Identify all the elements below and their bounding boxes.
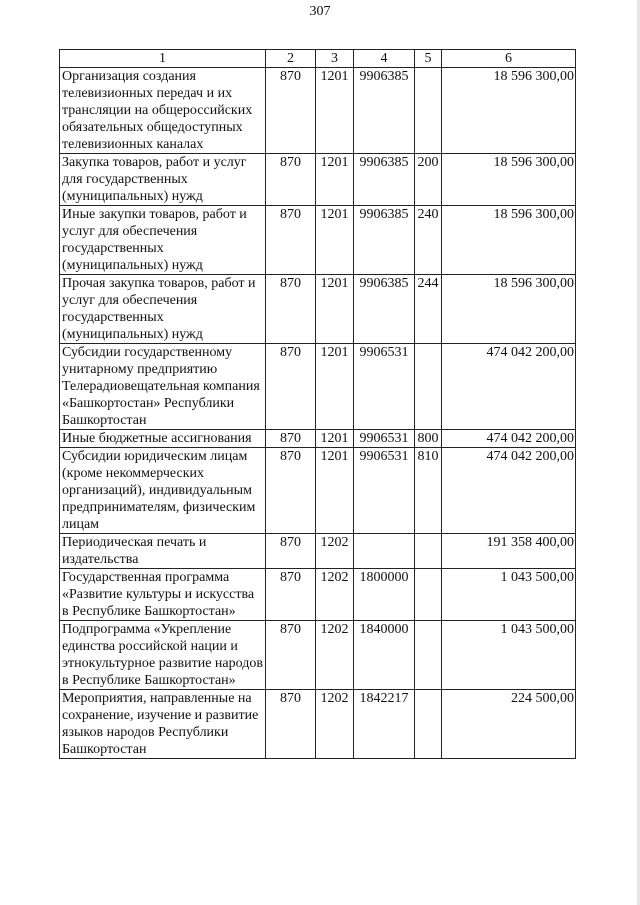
row-name: Иные бюджетные ассигнования (60, 430, 266, 448)
row-section-code: 1202 (316, 569, 354, 621)
row-expense-type (415, 690, 442, 759)
table-row (60, 344, 576, 430)
page-number: 307 (309, 4, 331, 19)
row-ministry-code: 870 (266, 569, 316, 621)
row-section-code: 1202 (316, 690, 354, 759)
row-name: Субсидии государственному унитарному предприятию Телерадиовещательная компания «Башкортостан» Республики Башкортостан (60, 344, 266, 430)
row-target-article: 9906385 (354, 275, 415, 344)
row-target-article: 1800000 (354, 569, 415, 621)
row-name: Государственная программа «Развитие культуры и искусства в Республике Башкортостан» (60, 569, 266, 621)
row-expense-type (415, 68, 442, 154)
row-amount: 191 358 400,00 (442, 534, 576, 569)
row-expense-type: 240 (415, 206, 442, 275)
header-row (60, 50, 576, 68)
row-expense-type: 244 (415, 275, 442, 344)
row-section-code: 1202 (316, 534, 354, 569)
row-amount: 224 500,00 (442, 690, 576, 759)
table-row (60, 68, 576, 154)
row-amount: 18 596 300,00 (442, 206, 576, 275)
row-amount: 18 596 300,00 (442, 68, 576, 154)
row-name: Иные закупки товаров, работ и услуг для обеспечения государственных (муниципальных) нужд (60, 206, 266, 275)
row-target-article: 9906531 (354, 448, 415, 534)
row-target-article: 1842217 (354, 690, 415, 759)
row-ministry-code: 870 (266, 448, 316, 534)
row-target-article: 9906385 (354, 68, 415, 154)
row-name: Закупка товаров, работ и услуг для государственных (муниципальных) нужд (60, 154, 266, 206)
row-section-code: 1201 (316, 344, 354, 430)
row-expense-type (415, 534, 442, 569)
table-row (60, 206, 576, 275)
row-ministry-code: 870 (266, 344, 316, 430)
row-section-code: 1201 (316, 430, 354, 448)
table-row (60, 154, 576, 206)
row-name: Периодическая печать и издательства (60, 534, 266, 569)
header-col-2: 2 (266, 50, 316, 68)
row-name: Прочая закупка товаров, работ и услуг для обеспечения государственных (муниципальных) нужд (60, 275, 266, 344)
row-ministry-code: 870 (266, 690, 316, 759)
row-amount: 1 043 500,00 (442, 621, 576, 690)
table-row (60, 448, 576, 534)
row-amount: 18 596 300,00 (442, 275, 576, 344)
row-section-code: 1201 (316, 275, 354, 344)
row-name: Организация создания телевизионных передач и их трансляции на общероссийских обязательных общедоступных телевизионных каналах (60, 68, 266, 154)
row-target-article: 9906385 (354, 154, 415, 206)
header-col-6: 6 (442, 50, 576, 68)
row-ministry-code: 870 (266, 154, 316, 206)
row-name: Подпрограмма «Укрепление единства российской нации и этнокультурное развитие народов в Республике Башкортостан» (60, 621, 266, 690)
header-col-1: 1 (60, 50, 266, 68)
row-amount: 474 042 200,00 (442, 448, 576, 534)
row-target-article: 9906531 (354, 430, 415, 448)
row-ministry-code: 870 (266, 621, 316, 690)
budget-table (59, 49, 576, 759)
row-ministry-code: 870 (266, 68, 316, 154)
row-expense-type (415, 621, 442, 690)
row-ministry-code: 870 (266, 430, 316, 448)
row-section-code: 1202 (316, 621, 354, 690)
row-amount: 18 596 300,00 (442, 154, 576, 206)
table-row (60, 690, 576, 759)
row-ministry-code: 870 (266, 534, 316, 569)
header-col-4: 4 (354, 50, 415, 68)
row-section-code: 1201 (316, 206, 354, 275)
row-name: Мероприятия, направленные на сохранение, изучение и развитие языков народов Республики Башкортостан (60, 690, 266, 759)
row-name: Субсидии юридическим лицам (кроме некоммерческих организаций), индивидуальным предпринимателям, физическим лицам (60, 448, 266, 534)
row-expense-type: 810 (415, 448, 442, 534)
row-ministry-code: 870 (266, 275, 316, 344)
header-col-3: 3 (316, 50, 354, 68)
table-row (60, 569, 576, 621)
row-target-article: 1840000 (354, 621, 415, 690)
row-amount: 1 043 500,00 (442, 569, 576, 621)
row-amount: 474 042 200,00 (442, 344, 576, 430)
row-expense-type: 200 (415, 154, 442, 206)
row-expense-type (415, 344, 442, 430)
row-ministry-code: 870 (266, 206, 316, 275)
row-amount: 474 042 200,00 (442, 430, 576, 448)
table-row (60, 430, 576, 448)
table-row (60, 534, 576, 569)
row-expense-type: 800 (415, 430, 442, 448)
row-expense-type (415, 569, 442, 621)
table-row (60, 275, 576, 344)
header-col-5: 5 (415, 50, 442, 68)
row-target-article: 9906385 (354, 206, 415, 275)
row-target-article: 9906531 (354, 344, 415, 430)
row-target-article (354, 534, 415, 569)
row-section-code: 1201 (316, 154, 354, 206)
row-section-code: 1201 (316, 68, 354, 154)
table-row (60, 621, 576, 690)
row-section-code: 1201 (316, 448, 354, 534)
